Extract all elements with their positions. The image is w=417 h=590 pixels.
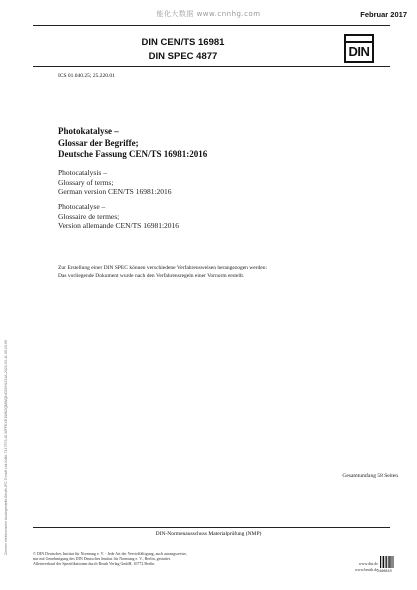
side-license-stamp: Ziemen elektronische Auslegestelle-Beuth-IFC GmbH Ltd-KdNr.7447573-ID.WFFEXE1WBZQMWQNOZ6Y6231A-2023-03-11 09:15:09 xyxy=(4,340,8,555)
french-title-line-1: Photocatalyse – xyxy=(58,202,106,211)
german-title-line-1: Photokatalyse – xyxy=(58,126,119,136)
english-title-line-2: Glossary of terms; xyxy=(58,177,114,187)
din-website-link[interactable]: www.din.de xyxy=(358,561,378,566)
din-logo xyxy=(344,34,374,63)
copyright-line-1: © DIN Deutsches Institut für Normung e. V. · Jede Art der Vervielfältigung, auch auszugsweise, xyxy=(33,551,187,556)
ics-classification: ICS 01.040.25; 25.220.01 xyxy=(58,73,115,79)
copyright-notice xyxy=(33,551,283,566)
barcode-number: 2406649 xyxy=(377,569,392,573)
barcode-icon xyxy=(380,556,394,568)
watermark-text: 能化大数据 www.cnnhg.com xyxy=(156,10,261,18)
total-pages: Gesamtumfang 58 Seiten xyxy=(342,473,398,479)
german-title-line-3: Deutsche Fassung CEN/TS 16981:2016 xyxy=(58,149,208,159)
german-title-line-2: Glossar der Begriffe; xyxy=(58,137,139,148)
french-title-line-3: Version allemande CEN/TS 16981:2016 xyxy=(58,221,180,230)
procedure-note-line-1: Zur Erstellung einer DIN SPEC können verschiedene Verfahrensweisen herangezogen werden: xyxy=(58,265,267,271)
german-title xyxy=(58,126,207,161)
din-logo-bar xyxy=(346,41,372,43)
procedure-note-line-2: Das vorliegende Dokument wurde nach den Verfahrensregeln einer Vornorm erstellt. xyxy=(58,272,245,279)
standards-committee: DIN-Normenausschuss Materialprüfung (NMP) xyxy=(155,531,262,537)
french-title xyxy=(58,202,179,231)
procedure-note xyxy=(58,265,267,280)
din-logo-text: DIN xyxy=(348,44,370,59)
copyright-line-2: nur mit Genehmigung des DIN Deutsches Institut für Normung e. V., Berlin, gestattet. xyxy=(33,556,171,561)
publication-date: Februar 2017 xyxy=(360,10,407,19)
header-rule xyxy=(33,66,390,67)
english-title-line-1: Photocatalysis – xyxy=(58,168,107,177)
website-links xyxy=(328,561,378,572)
beuth-website-link[interactable]: www.beuth.de xyxy=(354,566,378,572)
top-rule xyxy=(33,25,390,26)
copyright-line-3: Alleinverkauf der Spezifikationen durch Beuth Verlag GmbH, 10772 Berlin xyxy=(33,561,155,566)
english-title-line-3: German version CEN/TS 16981:2016 xyxy=(58,187,172,196)
spec-number: DIN SPEC 4877 xyxy=(148,51,218,62)
english-title xyxy=(58,168,172,197)
standard-designation xyxy=(33,36,333,64)
french-title-line-2: Glossaire de termes; xyxy=(58,211,120,221)
footer-rule xyxy=(33,527,390,528)
standard-number: DIN CEN/TS 16981 xyxy=(141,37,225,48)
